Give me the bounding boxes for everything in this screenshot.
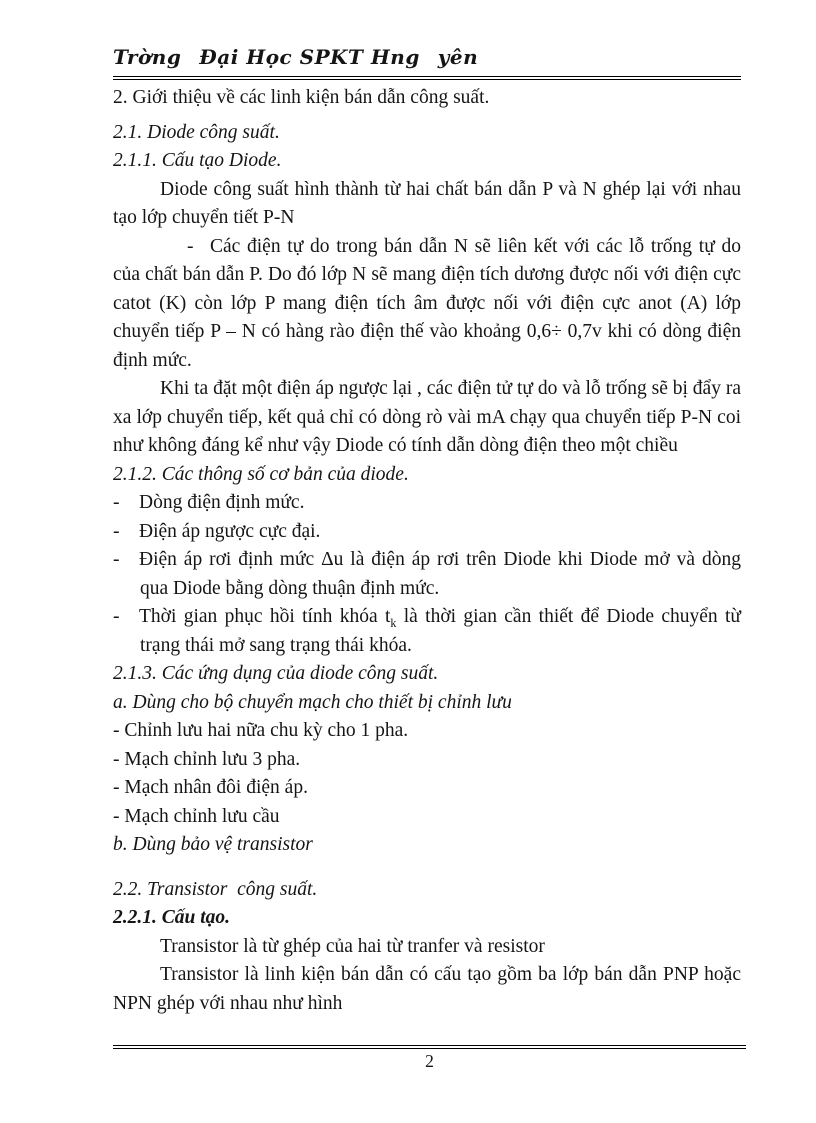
list-item-voltage-doubler: - Mạch nhân đôi điện áp.: [113, 777, 308, 798]
heading-2-1-3: 2.1.3. Các ứng dụng của diode công suất.: [113, 663, 439, 684]
subheading-b: b. Dùng bảo vệ transistor: [113, 834, 313, 855]
paragraph-diode-structure: Diode công suất hình thành từ hai chất bán dẫn P và N ghép lại với nhau tạo lớp chuyển tiết P-N: [113, 178, 741, 228]
heading-2-1: 2.1. Diode công suất.: [113, 121, 280, 143]
header-rule: [113, 76, 741, 80]
list-item-half-cycle-rectifier: - Chỉnh lưu hai nữa chu kỳ cho 1 pha.: [113, 720, 409, 741]
list-item-recovery-time: [113, 603, 741, 660]
list-item-3-phase-rectifier: - Mạch chỉnh lưu 3 pha.: [113, 748, 301, 770]
paragraph-reverse-voltage: Khi ta đặt một điện áp ngược lại , các điện tử tự do và lỗ trống sẽ bị đẩy ra xa lớp chuyển tiếp, kết quả chỉ có dòng rò vài mA chạy qua chuyển tiếp P-N coi như không đáng kể như vậy Diode có tính dẫn dòng điện theo một chiều: [113, 378, 741, 456]
footer-rule: [113, 1045, 746, 1049]
heading-2-1-1: 2.1.1. Cấu tạo Diode.: [113, 150, 282, 171]
page-number: 2: [425, 1051, 434, 1071]
list-item-max-reverse-voltage: - Điện áp ngược cực đại.: [113, 520, 321, 542]
list-item-rated-voltage-drop: - Điện áp rơi định mức Δu là điện áp rơi trên Diode khi Diode mở và dòng qua Diode bằng dòng thuận định mức.: [113, 549, 741, 599]
heading-2-2: 2.2. Transistor công suất.: [113, 878, 318, 900]
subscript-k: k: [390, 615, 397, 630]
paragraph-transistor-structure: Transistor là linh kiện bán dẫn có cấu tạo gồm ba lớp bán dẫn PNP hoặc NPN ghép với nhau như hình: [113, 964, 741, 1014]
document-body: [113, 84, 741, 1018]
recovery-time-text-start: - Thời gian phục hồi tính khóa t: [113, 606, 391, 627]
paragraph-free-electrons: - Các điện tự do trong bán dẫn N sẽ liên kết với các lỗ trống tự do của chất bán dẫn P. Do đó lớp N sẽ mang điện tích dương được nối với điện cực catot (K) còn lớp P mang điện tích âm được nối với điện cực anot (A) lớp chuyển tiếp P – N có hàng rào điện thế vào khoảng 0,6÷ 0,7v khi có dòng điện định mức.: [113, 235, 741, 371]
heading-section-2: 2. Giới thiệu về các linh kiện bán dẫn công suất.: [113, 87, 490, 108]
subheading-a: a. Dùng cho bộ chuyển mạch cho thiết bị chỉnh lưu: [113, 691, 512, 713]
recovery-time-text-end: là thời gian cần thiết để Diode chuyển từ trạng thái mở sang trạng thái khóa.: [140, 606, 741, 656]
heading-2-2-1: 2.2.1. Cấu tạo.: [113, 907, 231, 928]
header-school-title: Trờng Đại Học SPKT Hng yên: [113, 45, 479, 69]
list-item-rated-current: - Dòng điện định mức.: [113, 492, 305, 513]
heading-2-1-2: 2.1.2. Các thông số cơ bản của diode.: [113, 463, 409, 485]
list-item-bridge-rectifier: - Mạch chỉnh lưu cầu: [113, 805, 280, 827]
paragraph-transistor-etymology: Transistor là từ ghép của hai từ tranfer và resistor: [160, 935, 545, 957]
